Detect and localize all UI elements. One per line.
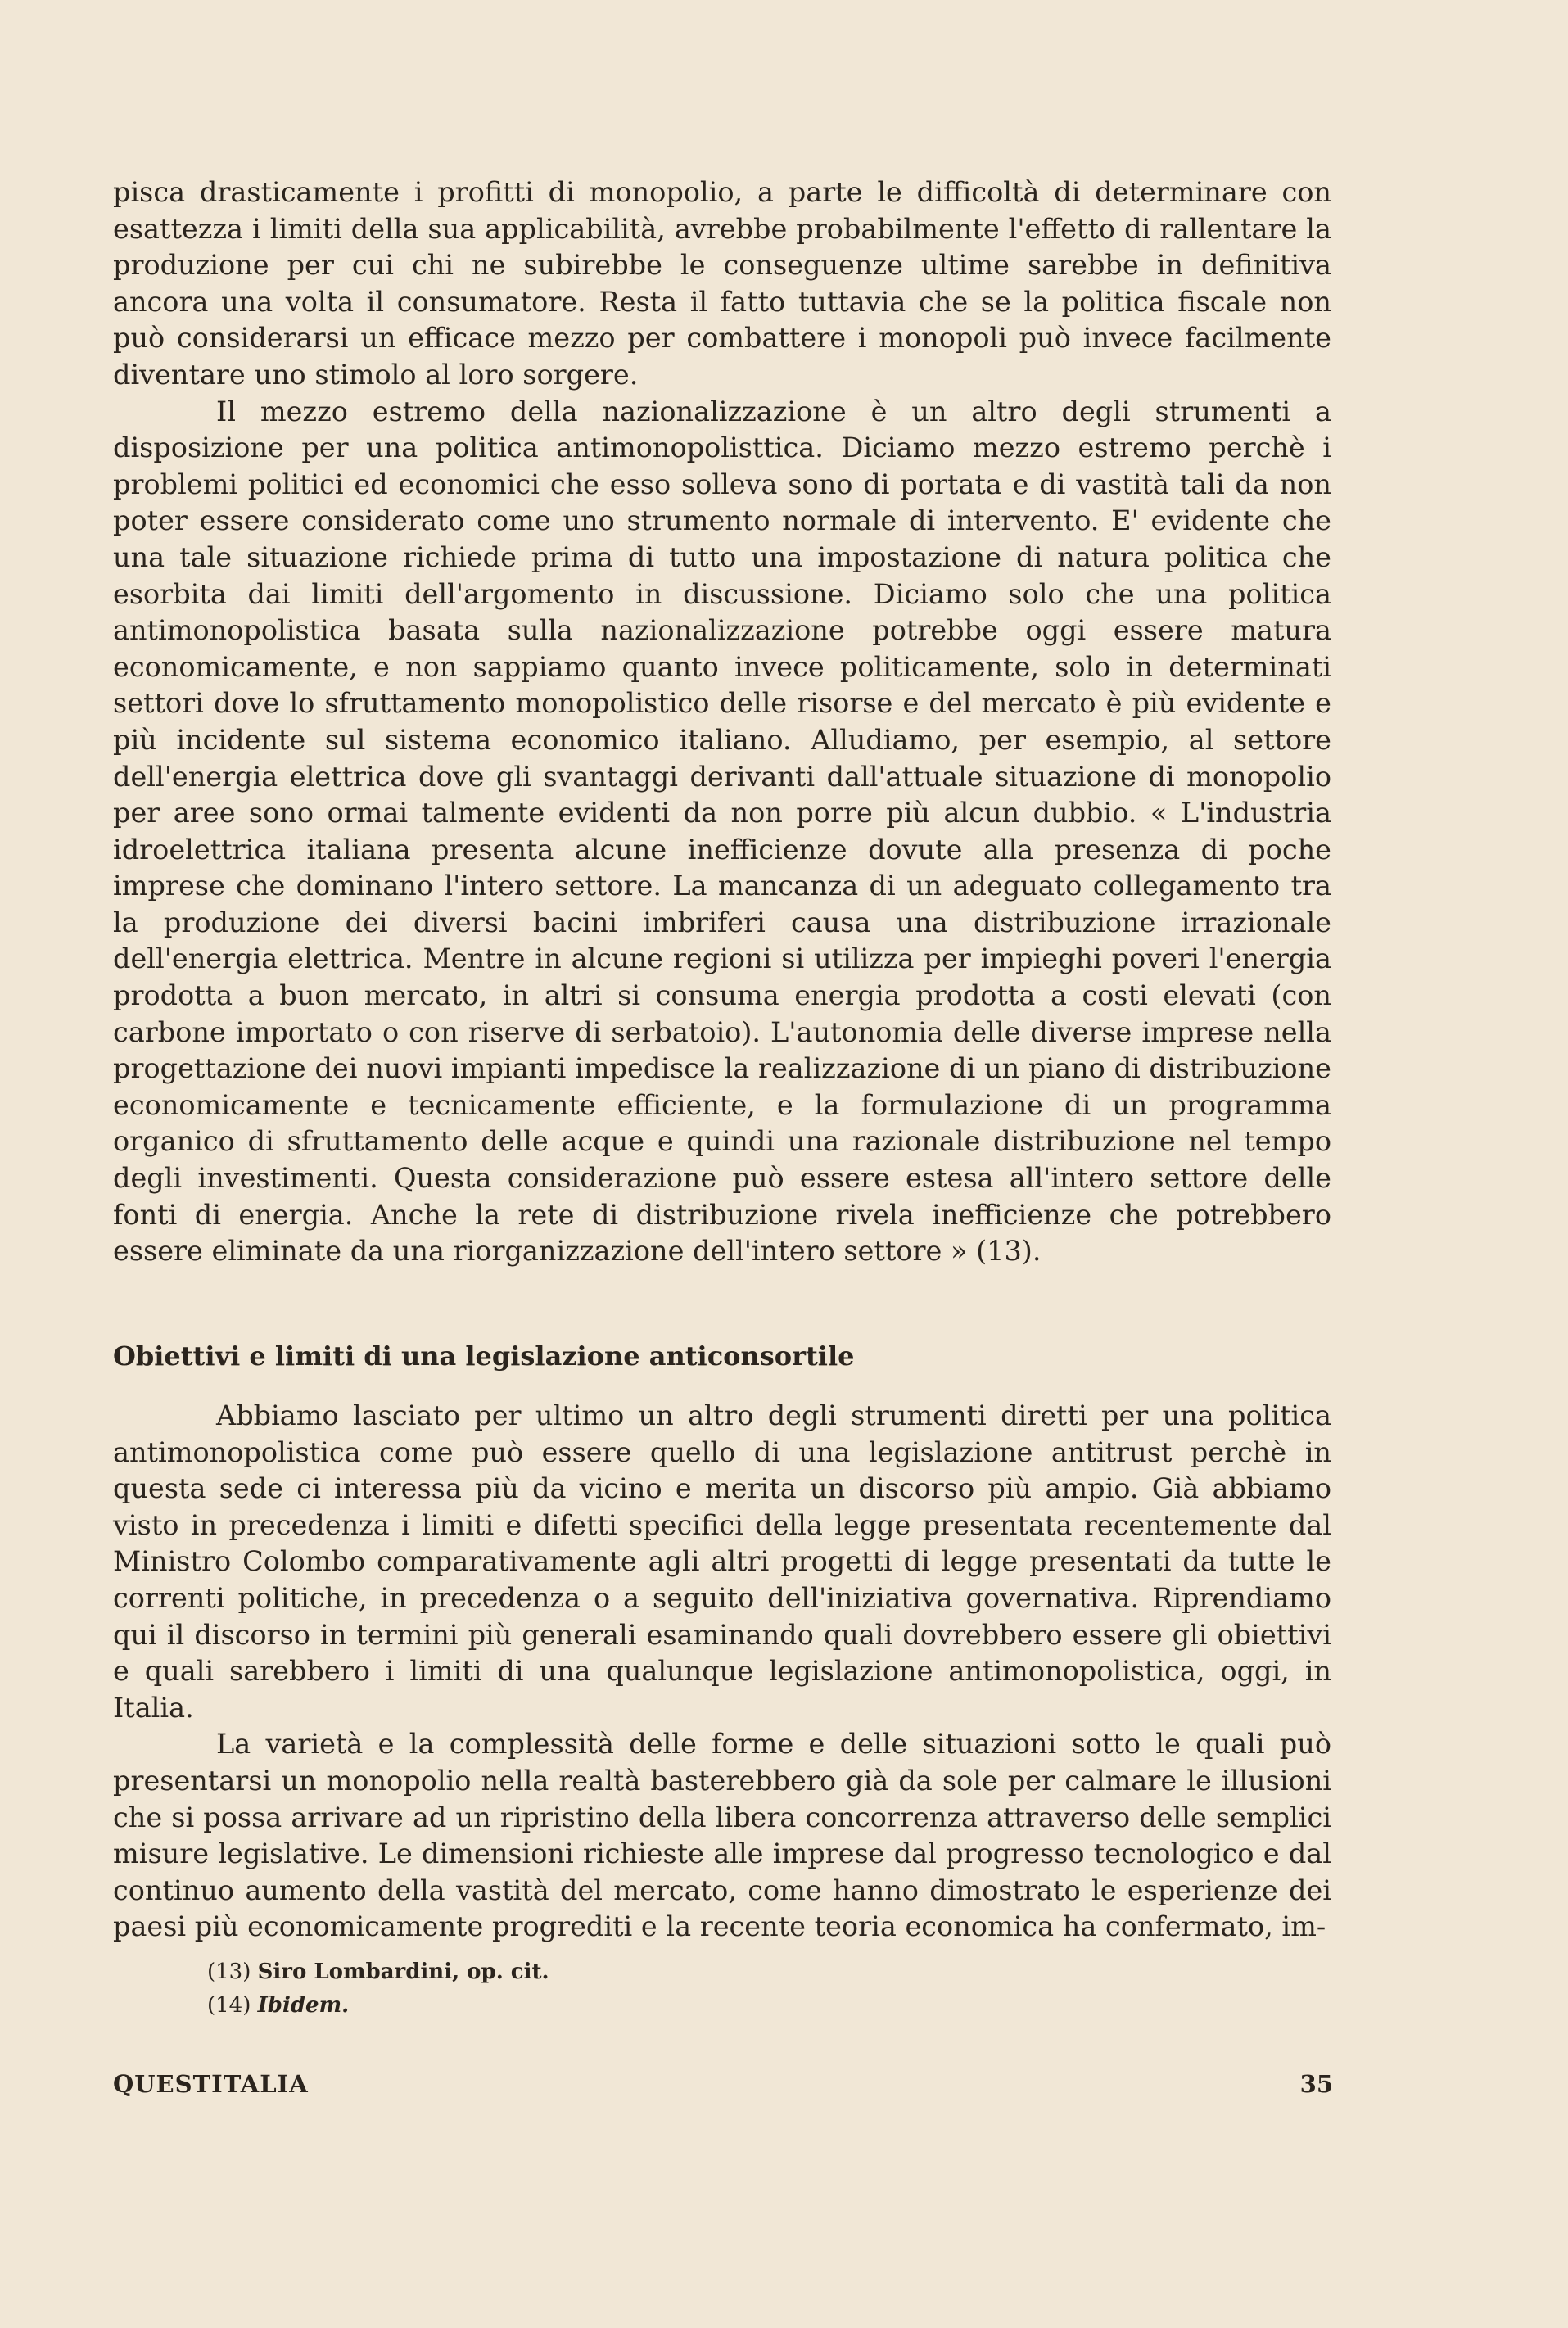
footnote <box>207 1955 549 1989</box>
body-text-part1 <box>113 174 1331 1270</box>
footnote-text: Ibidem. <box>257 1993 350 2018</box>
paragraph: La varietà e la complessità delle forme e delle situazioni sotto le quali può presentarsi un monopolio nella realtà basterebbero già da sole per calmare le illusioni che si possa arrivare ad un ripristino della libera concorrenza attraverso delle semplici misure legislative. Le dimensioni richieste alle imprese dal progresso tecnologico e dal continuo aumento della vastità del mercato, come hanno dimostrato le esperienze dei paesi più economicamente progrediti e la recente teoria economica ha confermato, im- <box>113 1728 1331 1943</box>
footnote <box>207 1989 549 2023</box>
footnote-text: Siro Lombardini, op. cit. <box>257 1960 549 1984</box>
footnote-number: (13) <box>207 1960 251 1984</box>
journal-name: QUESTITALIA <box>113 2070 309 2098</box>
body-text-part2 <box>113 1398 1331 1946</box>
footnotes <box>207 1955 549 2023</box>
section-heading: Obiettivi e limiti di una legislazione anticonsortile <box>113 1340 855 1372</box>
footnote-number: (14) <box>207 1993 251 2018</box>
paragraph: pisca drasticamente i profitti di monopolio, a parte le difficoltà di determinare con esattezza i limiti della sua applicabilità, avrebbe probabilmente l'effetto di rallentare la produzione per cui chi ne subirebbe le conseguenze ultime sarebbe in definitiva ancora una volta il consumatore. Resta il fatto tuttavia che se la politica fiscale non può considerarsi un efficace mezzo per combattere i monopoli può invece facilmente diventare uno stimolo al loro sorgere. <box>113 176 1331 391</box>
paragraph: Abbiamo lasciato per ultimo un altro degli strumenti diretti per una politica antimonopolistica come può essere quello di una legislazione antitrust perchè in questa sede ci interessa più da vicino e merita un discorso più ampio. Già abbiamo visto in precedenza i limiti e difetti specifici della legge presentata recentemente dal Ministro Colombo comparativamente agli altri progetti di legge presentati da tutte le correnti politiche, in precedenza o a seguito dell'iniziativa governativa. Riprendiamo qui il discorso in termini più generali esaminando quali dovrebbero essere gli obiettivi e quali sarebbero i limiti di una qualunque legislazione antimonopolistica, oggi, in Italia. <box>113 1399 1331 1724</box>
paragraph: Il mezzo estremo della nazionalizzazione è un altro degli strumenti a disposizione per una politica antimonopolisttica. Diciamo mezzo estremo perchè i problemi politici ed economici che esso solleva sono di portata e di vastità tali da non poter essere considerato come uno strumento normale di intervento. E' evidente che una tale situazione richiede prima di tutto una impostazione di natura politica che esorbita dai limiti dell'argomento in discussione. Diciamo solo che una politica antimonopolistica basata sulla nazionalizzazione potrebbe oggi essere matura economicamente, e non sappiamo quanto invece politicamente, solo in determinati settori dove lo sfruttamento monopolistico delle risorse e del mercato è più evidente e più incidente sul sistema economico italiano. Alludiamo, per esempio, al settore dell'energia elettrica dove gli svantaggi derivanti dall'attuale situazione di monopolio per aree sono ormai talmente evidenti da non porre più alcun dubbio. « L'industria idroelettrica italiana presenta alcune inefficienze dovute alla presenza di poche imprese che dominano l'intero settore. La mancanza di un adeguato collegamento tra la produzione dei diversi bacini imbriferi causa una distribuzione irrazionale dell'energia elettrica. Mentre in alcune regioni si utilizza per impieghi poveri l'energia prodotta a buon mercato, in altri si consuma energia prodotta a costi elevati (con carbone importato o con riserve di serbatoio). L'autonomia delle diverse imprese nella progettazione dei nuovi impianti impedisce la realizzazione di un piano di distribuzione economicamente e tecnicamente efficiente, e la formulazione di un programma organico di sfruttamento delle acque e quindi una razionale distribuzione nel tempo degli investimenti. Questa considerazione può essere estesa all'intero settore delle fonti di energia. Anche la rete di distribuzione rivela inefficienze che potrebbero essere eliminate da una riorganizzazione dell'intero settore » (13). <box>113 395 1331 1268</box>
page-number: 35 <box>1299 2070 1333 2098</box>
